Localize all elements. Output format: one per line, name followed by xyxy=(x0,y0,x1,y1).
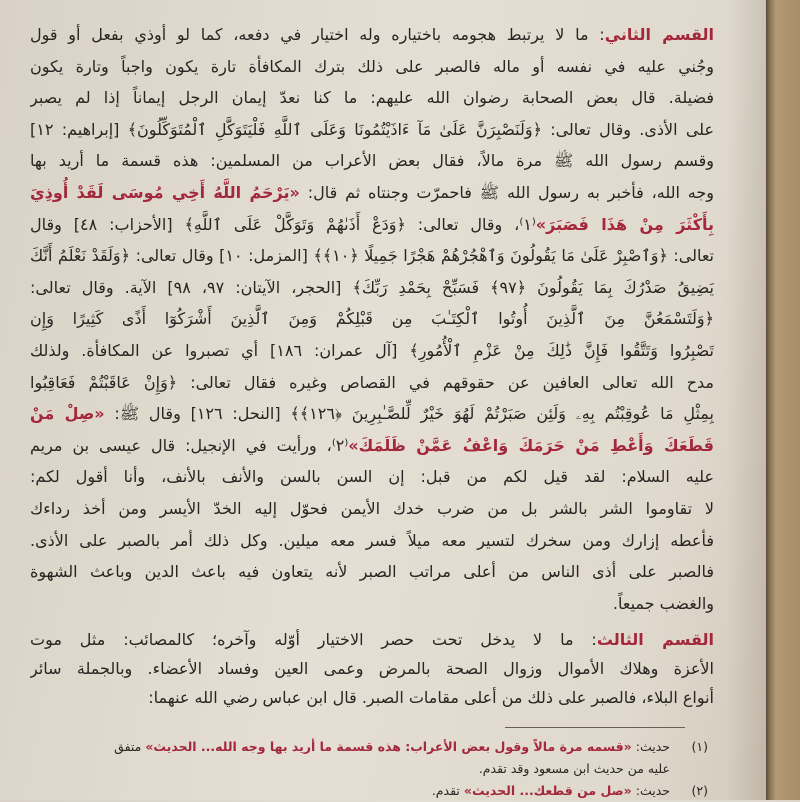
text-line xyxy=(30,625,714,654)
text-segment: فأعطه إزارك ومن سخرك لتسير معه ميلاً فسر معه ميلين. وكل ذلك أمر بالصبر على الأذى. xyxy=(30,530,714,550)
text-line xyxy=(30,493,714,525)
highlighted-text: القسم الثاني xyxy=(604,25,714,44)
text-segment: وجه الله، فأخبر به رسول الله ﷺ فاحمرّت وجنتاه ثم قال: xyxy=(299,182,714,202)
text-segment: ⁽١⁾، وقال تعالى: ﴿وَدَعْ أَذَىٰهُمْ وَتَوَكَّلْ عَلَى ٱللَّهِ﴾ [الأحزاب: ٤٨] وقال xyxy=(30,214,536,234)
footnotes xyxy=(60,736,708,802)
text-line xyxy=(30,114,714,146)
text-segment: ⁽٢⁾، ورأيت في الإنجيل: قال عيسى بن مريم xyxy=(30,435,349,455)
text-segment: مدح الله تعالى العافين عن حقوقهم في القصاص وغيره فقال تعالى: ﴿وَإِنْ عَاقَبْتُمْ فَعَاقِبُوا xyxy=(30,372,714,392)
text-line xyxy=(30,461,714,493)
text-segment: أنواع البلاء، فالصبر على ذلك من أعلى مقامات الصبر. قال ابن عباس رضي الله عنهما: xyxy=(148,688,714,707)
footnote-line xyxy=(60,758,708,780)
text-segment: ﴿وَلَتَسْمَعُنَّ مِنَ ٱلَّذِينَ أُوتُوا ٱلْكِتَـٰبَ مِن قَبْلِكُمْ وَمِنَ ٱلَّذِينَ أَشْرَكُوٓا أَذًى كَثِيرًا وَإِن xyxy=(30,309,714,329)
text-segment: وقسم رسول الله ﷺ مرة مالاً، فقال بعض الأعراب من المسلمين: هذه قسمة ما أريد بها xyxy=(30,151,714,171)
text-segment: متفق xyxy=(114,739,146,754)
text-segment: يَضِيقُ صَدْرُكَ بِمَا يَقُولُونَ ﴿٩٧﴾ فَسَبِّحْ بِحَمْدِ رَبِّكَ﴾ [الحجر، الآيتان: ٩٧، ٩٨] الآية. وقال تعالى: xyxy=(30,277,714,297)
text-segment: : ما لا يرتبط هجومه باختياره وله اختيار في دفعه، كما لو أوذي بفعل أو قول xyxy=(30,25,605,44)
text-line xyxy=(30,19,714,51)
text-segment: وجُني عليه في نفسه أو ماله فالصبر على ذلك بترك المكافأة تارة يكون واجباً وتارة يكون xyxy=(30,56,714,76)
highlighted-text: «يَرْحَمُ اللَّهُ أَخِي مُوسَى لَقَدْ أُوذِيَ xyxy=(30,182,300,202)
text-segment: : ما لا يدخل تحت حصر الاختيار أوّله وآخره؛ كالمصائب: مثل موت xyxy=(30,630,597,649)
footnote-number: (٢) xyxy=(691,783,708,798)
text-line xyxy=(30,588,714,620)
text-segment: عليه السلام: لقد قيل لكم من قبل: إن السن بالسن والأنف بالأنف، وأنا أقول لكم: xyxy=(30,467,714,487)
text-line xyxy=(30,209,714,241)
paragraph-section-three xyxy=(30,625,714,712)
text-line xyxy=(30,335,714,367)
text-line xyxy=(30,272,714,304)
text-segment: تقدم. xyxy=(431,783,464,798)
text-line xyxy=(30,145,714,177)
text-line xyxy=(30,525,714,557)
text-line xyxy=(30,683,714,712)
text-segment: حديث: xyxy=(631,783,670,798)
book-binding-edge xyxy=(766,0,800,800)
paragraph-section-two xyxy=(30,19,714,619)
highlighted-text: القسم الثالث xyxy=(596,630,714,649)
text-segment: بِمِثْلِ مَا عُوقِبْتُم بِهِۦ وَلَئِن صَبَرْتُمْ لَهُوَ خَيْرٌ لِّلصَّـٰبِرِينَ ﴿١٢٦﴾﴾ [النحل: ١٢٦] وقال ﷺ: xyxy=(104,404,714,424)
text-segment: الأعزة وهلاك الأموال وزوال الصحة بالمرض وعمى العين وفساد الأعضاء. وبالجملة سائر xyxy=(30,659,714,678)
text-line xyxy=(30,51,714,83)
text-line xyxy=(30,430,714,462)
text-segment: تَصْبِرُوا وَتَتَّقُوا فَإِنَّ ذَٰلِكَ مِنْ عَزْمِ ٱلْأُمُورِ﴾ [آل عمران: ١٨٦] أي تصبروا عن المكافأة. ولذلك xyxy=(30,340,714,360)
footnote-line xyxy=(60,780,708,802)
text-line xyxy=(30,177,714,209)
page-gutter-shadow xyxy=(726,0,766,800)
text-line xyxy=(30,398,714,430)
highlighted-text: «صِلْ مَنْ xyxy=(30,404,105,424)
text-segment: فالصبر على أذى الناس من أعلى مراتب الصبر لأنه يتعاون فيه باعث الدين وباعث الشهوة xyxy=(30,562,714,582)
footnote-line xyxy=(60,736,708,758)
highlighted-text: قَطَعَكَ وَأَعْطِ مَنْ حَرَمَكَ وَاعْفُ عَمَّنْ ظَلَمَكَ» xyxy=(348,435,714,455)
text-line xyxy=(30,303,714,335)
text-segment: فضيلة. قال بعض الصحابة رضوان الله عليهم: ما كنا نعدّ إيمان الرجل إيماناً إذا لم يصبر xyxy=(30,88,714,108)
text-segment: حديث: xyxy=(631,739,670,754)
text-segment: تعالى: ﴿وَٱصْبِرْ عَلَىٰ مَا يَقُولُونَ وَٱهْجُرْهُمْ هَجْرًا جَمِيلًا ﴿١٠﴾﴾ [المزمل: ١٠] وقال تعالى: ﴿وَلَقَدْ نَعْلَمُ أَنَّكَ xyxy=(30,246,714,266)
text-line xyxy=(30,240,714,272)
footnote-number: (١) xyxy=(691,739,708,754)
footnote xyxy=(60,736,708,780)
footnote-separator xyxy=(505,727,685,728)
highlighted-text: «قسمه مرة مالاً وقول بعض الأعراب: هذه قسمة ما أريد بها وجه الله... الحديث» xyxy=(145,739,632,754)
text-segment: عليه من حديث ابن مسعود وقد تقدم. xyxy=(478,761,670,776)
footnote xyxy=(60,780,708,802)
highlighted-text: بِأَكْثَرَ مِنْ هَذَا فَصَبَرَ» xyxy=(535,214,714,234)
text-line xyxy=(30,654,714,683)
highlighted-text: «صل من قطعك... الحديث» xyxy=(463,783,632,798)
text-line xyxy=(30,82,714,114)
text-segment: على الأذى. وقال تعالى: ﴿وَلَنَصْبِرَنَّ عَلَىٰ مَآ ءَاذَيْتُمُونَا وَعَلَى ٱللَّهِ فَلْيَتَوَكَّلِ ٱلْمُتَوَكِّلُونَ﴾ [إبراهيم: ١٢] xyxy=(30,119,714,139)
text-line xyxy=(30,556,714,588)
text-segment: والغضب جميعاً. xyxy=(612,593,714,613)
text-line xyxy=(30,367,714,399)
text-segment: لا تقاوموا الشر بالشر بل من ضرب خدك الأيمن فحوّل إليه الخدّ الأيسر ومن أخذ رداءك xyxy=(30,498,714,518)
